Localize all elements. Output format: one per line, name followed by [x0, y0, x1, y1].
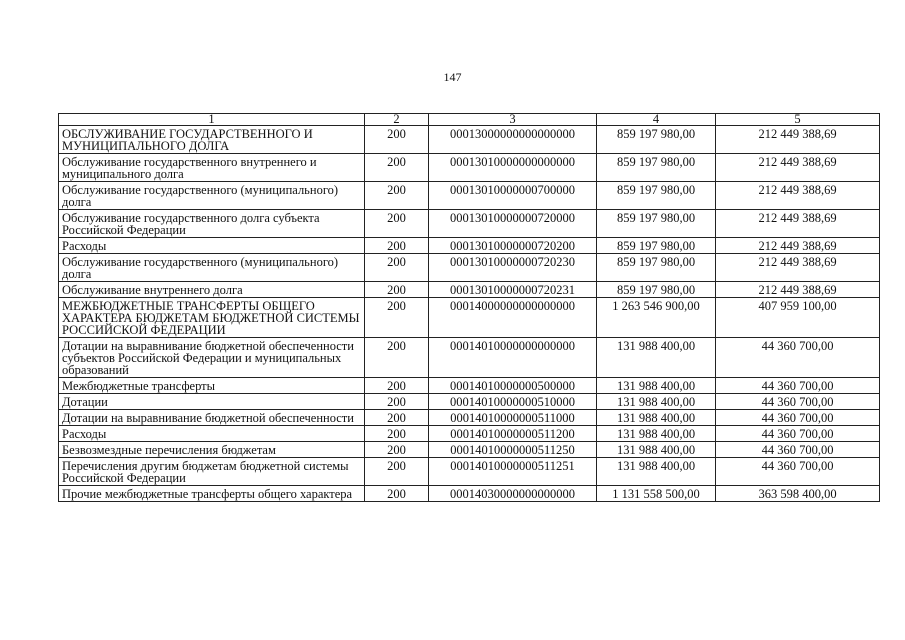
table-row — [59, 126, 880, 154]
row-code-cell: 200 — [365, 254, 429, 282]
header-col-1: 1 — [59, 114, 365, 126]
table-header-row — [59, 114, 880, 126]
table-row — [59, 338, 880, 378]
row-assigned-cell: 859 197 980,00 — [597, 182, 716, 210]
table-row — [59, 182, 880, 210]
budget-table — [58, 113, 880, 502]
table-row — [59, 458, 880, 486]
row-kbk-cell: 00014030000000000000 — [429, 486, 597, 502]
row-code-cell: 200 — [365, 298, 429, 338]
row-assigned-cell: 131 988 400,00 — [597, 410, 716, 426]
row-code-cell: 200 — [365, 458, 429, 486]
row-kbk-cell: 00013010000000720230 — [429, 254, 597, 282]
row-kbk-cell: 00014010000000510000 — [429, 394, 597, 410]
row-code-cell: 200 — [365, 378, 429, 394]
row-name-cell: Прочие межбюджетные трансферты общего характера — [59, 486, 365, 502]
row-assigned-cell: 859 197 980,00 — [597, 154, 716, 182]
row-name-cell: Обслуживание внутреннего долга — [59, 282, 365, 298]
row-assigned-cell: 131 988 400,00 — [597, 442, 716, 458]
row-executed-cell: 44 360 700,00 — [716, 458, 880, 486]
row-name-cell: Расходы — [59, 426, 365, 442]
table-row — [59, 442, 880, 458]
table-row — [59, 394, 880, 410]
page-number: 147 — [443, 70, 462, 84]
row-name-cell: Обслуживание государственного долга субъекта Российской Федерации — [59, 210, 365, 238]
row-kbk-cell: 00014010000000511250 — [429, 442, 597, 458]
row-code-cell: 200 — [365, 154, 429, 182]
row-kbk-cell: 00014010000000500000 — [429, 378, 597, 394]
row-kbk-cell: 00014010000000511000 — [429, 410, 597, 426]
row-name-cell: Обслуживание государственного (муниципального) долга — [59, 254, 365, 282]
row-executed-cell: 212 449 388,69 — [716, 210, 880, 238]
row-assigned-cell: 1 263 546 900,00 — [597, 298, 716, 338]
table-row — [59, 410, 880, 426]
row-assigned-cell: 1 131 558 500,00 — [597, 486, 716, 502]
row-executed-cell: 212 449 388,69 — [716, 154, 880, 182]
row-assigned-cell: 859 197 980,00 — [597, 254, 716, 282]
row-executed-cell: 212 449 388,69 — [716, 238, 880, 254]
row-kbk-cell: 00013010000000720200 — [429, 238, 597, 254]
row-name-cell: ОБСЛУЖИВАНИЕ ГОСУДАРСТВЕННОГО И МУНИЦИПАЛЬНОГО ДОЛГА — [59, 126, 365, 154]
row-code-cell: 200 — [365, 282, 429, 298]
row-name-cell: Дотации на выравнивание бюджетной обеспеченности — [59, 410, 365, 426]
row-executed-cell: 212 449 388,69 — [716, 182, 880, 210]
row-name-cell: Перечисления другим бюджетам бюджетной системы Российской Федерации — [59, 458, 365, 486]
row-executed-cell: 44 360 700,00 — [716, 442, 880, 458]
row-assigned-cell: 859 197 980,00 — [597, 126, 716, 154]
header-col-3: 3 — [429, 114, 597, 126]
header-col-4: 4 — [597, 114, 716, 126]
row-kbk-cell: 00014010000000000000 — [429, 338, 597, 378]
row-kbk-cell: 00014010000000511200 — [429, 426, 597, 442]
row-name-cell: Дотации — [59, 394, 365, 410]
header-col-5: 5 — [716, 114, 880, 126]
row-code-cell: 200 — [365, 210, 429, 238]
row-executed-cell: 44 360 700,00 — [716, 410, 880, 426]
row-executed-cell: 212 449 388,69 — [716, 282, 880, 298]
table-row — [59, 210, 880, 238]
table-row — [59, 154, 880, 182]
row-name-cell: Межбюджетные трансферты — [59, 378, 365, 394]
row-kbk-cell: 00013010000000720000 — [429, 210, 597, 238]
row-executed-cell: 44 360 700,00 — [716, 394, 880, 410]
row-kbk-cell: 00014000000000000000 — [429, 298, 597, 338]
table-row — [59, 254, 880, 282]
row-code-cell: 200 — [365, 338, 429, 378]
row-executed-cell: 44 360 700,00 — [716, 426, 880, 442]
row-kbk-cell: 00014010000000511251 — [429, 458, 597, 486]
row-assigned-cell: 131 988 400,00 — [597, 426, 716, 442]
row-name-cell: Безвозмездные перечисления бюджетам — [59, 442, 365, 458]
table-row — [59, 282, 880, 298]
row-name-cell: Дотации на выравнивание бюджетной обеспеченности субъектов Российской Федерации и муниципальных образований — [59, 338, 365, 378]
row-executed-cell: 212 449 388,69 — [716, 126, 880, 154]
row-kbk-cell: 00013010000000720231 — [429, 282, 597, 298]
row-code-cell: 200 — [365, 426, 429, 442]
row-assigned-cell: 131 988 400,00 — [597, 394, 716, 410]
row-code-cell: 200 — [365, 394, 429, 410]
row-code-cell: 200 — [365, 442, 429, 458]
row-code-cell: 200 — [365, 182, 429, 210]
row-executed-cell: 44 360 700,00 — [716, 378, 880, 394]
row-code-cell: 200 — [365, 486, 429, 502]
row-name-cell: Расходы — [59, 238, 365, 254]
row-executed-cell: 44 360 700,00 — [716, 338, 880, 378]
table-row — [59, 486, 880, 502]
table-row — [59, 298, 880, 338]
row-name-cell: Обслуживание государственного (муниципального) долга — [59, 182, 365, 210]
row-name-cell: Обслуживание государственного внутреннего и муниципального долга — [59, 154, 365, 182]
table-row — [59, 426, 880, 442]
row-code-cell: 200 — [365, 126, 429, 154]
table-row — [59, 378, 880, 394]
row-kbk-cell: 00013010000000000000 — [429, 154, 597, 182]
row-executed-cell: 407 959 100,00 — [716, 298, 880, 338]
row-assigned-cell: 859 197 980,00 — [597, 282, 716, 298]
row-assigned-cell: 131 988 400,00 — [597, 378, 716, 394]
row-executed-cell: 363 598 400,00 — [716, 486, 880, 502]
row-kbk-cell: 00013000000000000000 — [429, 126, 597, 154]
row-assigned-cell: 131 988 400,00 — [597, 338, 716, 378]
row-code-cell: 200 — [365, 238, 429, 254]
row-name-cell: МЕЖБЮДЖЕТНЫЕ ТРАНСФЕРТЫ ОБЩЕГО ХАРАКТЕРА БЮДЖЕТАМ БЮДЖЕТНОЙ СИСТЕМЫ РОССИЙСКОЙ ФЕДЕРАЦИИ — [59, 298, 365, 338]
row-assigned-cell: 859 197 980,00 — [597, 238, 716, 254]
row-assigned-cell: 131 988 400,00 — [597, 458, 716, 486]
table-body — [59, 126, 880, 502]
row-assigned-cell: 859 197 980,00 — [597, 210, 716, 238]
row-kbk-cell: 00013010000000700000 — [429, 182, 597, 210]
header-col-2: 2 — [365, 114, 429, 126]
row-code-cell: 200 — [365, 410, 429, 426]
table-row — [59, 238, 880, 254]
row-executed-cell: 212 449 388,69 — [716, 254, 880, 282]
